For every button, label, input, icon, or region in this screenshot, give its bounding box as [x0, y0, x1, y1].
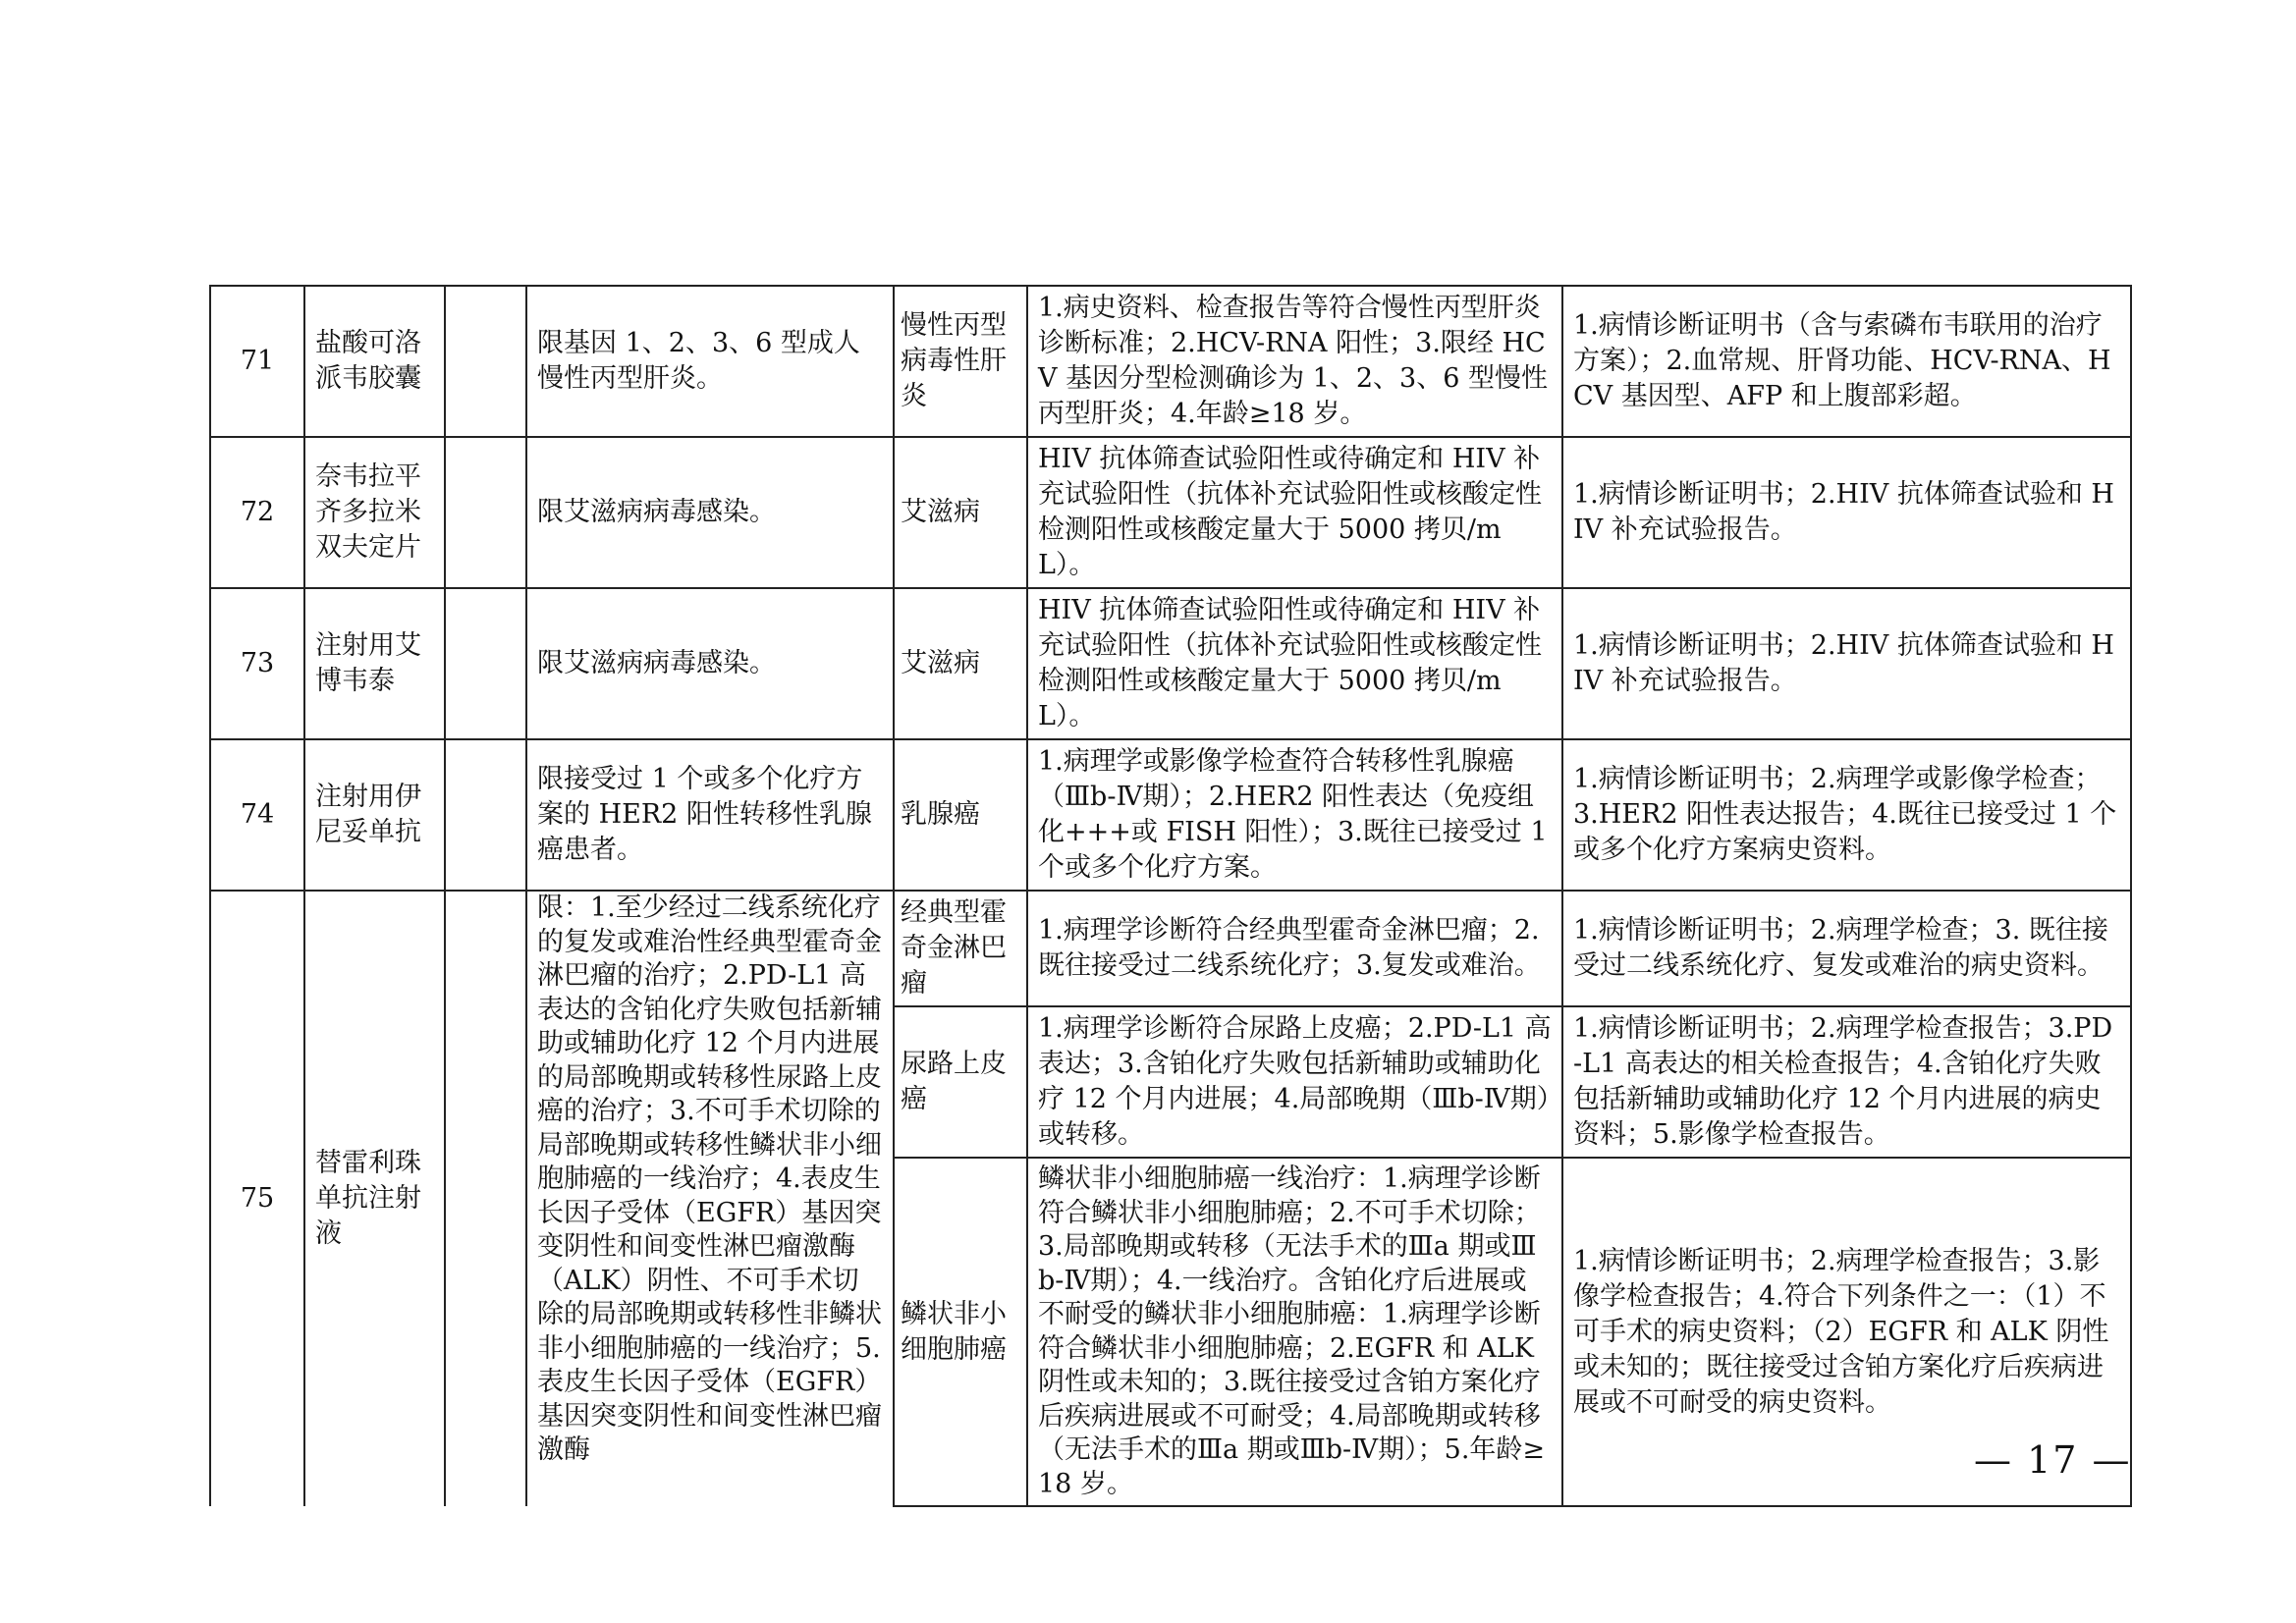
drug-name: 注射用艾博韦泰 — [304, 588, 445, 739]
payment-limit: 限接受过 1 个或多个化疗方案的 HER2 阳性转移性乳腺癌患者。 — [526, 739, 894, 891]
disease-name: 艾滋病 — [894, 437, 1027, 588]
payment-limit: 限基因 1、2、3、6 型成人慢性丙型肝炎。 — [526, 286, 894, 437]
payment-limit: 限艾滋病病毒感染。 — [526, 437, 894, 588]
required-materials: 1.病情诊断证明书；2.病理学或影像学检查；3.HER2 阳性表达报告；4.既往已接受过 1 个或多个化疗方案病史资料。 — [1562, 739, 2131, 891]
required-materials: 1.病情诊断证明书；2.HIV 抗体筛查试验和 HIV 补充试验报告。 — [1562, 588, 2131, 739]
disease-name: 鳞状非小细胞肺癌 — [894, 1158, 1027, 1506]
diagnosis-criteria: 1.病史资料、检查报告等符合慢性丙型肝炎诊断标准；2.HCV-RNA 阳性；3.限经 HCV 基因分型检测确诊为 1、2、3、6 型慢性丙型肝炎；4.年龄≥18 岁。 — [1027, 286, 1562, 437]
drug-name: 盐酸可洛派韦胶囊 — [304, 286, 445, 437]
disease-name: 乳腺癌 — [894, 739, 1027, 891]
required-materials: 1.病情诊断证明书；2.病理学检查报告；3.影像学检查报告；4.符合下列条件之一：（1）不可手术的病史资料；（2）EGFR 和 ALK 阴性或未知的；既往接受过含铂方案化疗后疾病进展或不可耐受的病史资料。 — [1562, 1158, 2131, 1506]
required-materials: 1.病情诊断证明书；2.病理学检查报告；3.PD-L1 高表达的相关检查报告；4.含铂化疗失败包括新辅助或辅助化疗 12 个月内进展的病史资料；5.影像学检查报告。 — [1562, 1006, 2131, 1158]
diagnosis-criteria: 1.病理学或影像学检查符合转移性乳腺癌（Ⅲb-Ⅳ期）；2.HER2 阳性表达（免疫组化+++或 FISH 阳性）；3.既往已接受过 1 个或多个化疗方案。 — [1027, 739, 1562, 891]
required-materials: 1.病情诊断证明书（含与索磷布韦联用的治疗方案）；2.血常规、肝肾功能、HCV-RNA、HCV 基因型、AFP 和上腹部彩超。 — [1562, 286, 2131, 437]
payment-limit: 限：1.至少经过二线系统化疗的复发或难治性经典型霍奇金淋巴瘤的治疗；2.PD-L1 高表达的含铂化疗失败包括新辅助或辅助化疗 12 个月内进展的局部晚期或转移性尿路上皮癌的治疗；3.不可手术切除的局部晚期或转移性鳞状非小细胞肺癌的一线治疗；4.表皮生长因子受体（EGFR）基因突变阴性和间变性淋巴瘤激酶（ALK）阴性、不可手术切除的局部晚期或转移性非鳞状非小细胞肺癌的一线治疗；5.表皮生长因子受体（EGFR）基因突变阴性和间变性淋巴瘤激酶 — [526, 891, 894, 1506]
diagnosis-criteria: HIV 抗体筛查试验阳性或待确定和 HIV 补充试验阳性（抗体补充试验阳性或核酸定性检测阳性或核酸定量大于 5000 拷贝/mL）。 — [1027, 588, 1562, 739]
drug-category — [445, 739, 526, 891]
row-number: 74 — [210, 739, 304, 891]
disease-name: 尿路上皮癌 — [894, 1006, 1027, 1158]
row-number: 75 — [210, 891, 304, 1506]
required-materials: 1.病情诊断证明书；2.HIV 抗体筛查试验和 HIV 补充试验报告。 — [1562, 437, 2131, 588]
row-number: 71 — [210, 286, 304, 437]
disease-name: 慢性丙型病毒性肝炎 — [894, 286, 1027, 437]
drug-category — [445, 286, 526, 437]
diagnosis-criteria: HIV 抗体筛查试验阳性或待确定和 HIV 补充试验阳性（抗体补充试验阳性或核酸定性检测阳性或核酸定量大于 5000 拷贝/mL）。 — [1027, 437, 1562, 588]
table-row — [210, 437, 2131, 588]
payment-limit: 限艾滋病病毒感染。 — [526, 588, 894, 739]
drug-criteria-table — [209, 285, 2132, 1507]
required-materials: 1.病情诊断证明书；2.病理学检查；3. 既往接受过二线系统化疗、复发或难治的病史资料。 — [1562, 891, 2131, 1006]
table-row — [210, 286, 2131, 437]
disease-name: 经典型霍奇金淋巴瘤 — [894, 891, 1027, 1006]
page-number: — 17 — — [1974, 1438, 2132, 1482]
diagnosis-criteria: 1.病理学诊断符合经典型霍奇金淋巴瘤；2.既往接受过二线系统化疗；3.复发或难治。 — [1027, 891, 1562, 1006]
diagnosis-criteria: 1.病理学诊断符合尿路上皮癌；2.PD-L1 高表达；3.含铂化疗失败包括新辅助或辅助化疗 12 个月内进展；4.局部晚期（Ⅲb-Ⅳ期）或转移。 — [1027, 1006, 1562, 1158]
drug-name: 替雷利珠单抗注射液 — [304, 891, 445, 1506]
table-row — [210, 891, 2131, 1006]
drug-category — [445, 588, 526, 739]
drug-category — [445, 891, 526, 1506]
table-row — [210, 588, 2131, 739]
row-number: 73 — [210, 588, 304, 739]
row-number: 72 — [210, 437, 304, 588]
drug-category — [445, 437, 526, 588]
table-row — [210, 739, 2131, 891]
disease-name: 艾滋病 — [894, 588, 1027, 739]
drug-name: 奈韦拉平齐多拉米双夫定片 — [304, 437, 445, 588]
drug-name: 注射用伊尼妥单抗 — [304, 739, 445, 891]
diagnosis-criteria: 鳞状非小细胞肺癌一线治疗：1.病理学诊断符合鳞状非小细胞肺癌；2.不可手术切除；3.局部晚期或转移（无法手术的Ⅲa 期或Ⅲb-Ⅳ期）；4.一线治疗。含铂化疗后进展或不耐受的鳞状非小细胞肺癌：1.病理学诊断符合鳞状非小细胞肺癌；2.EGFR 和 ALK 阴性或未知的；3.既往接受过含铂方案化疗后疾病进展或不可耐受；4.局部晚期或转移（无法手术的Ⅲa 期或Ⅲb-Ⅳ期）；5.年龄≥18 岁。 — [1027, 1158, 1562, 1506]
